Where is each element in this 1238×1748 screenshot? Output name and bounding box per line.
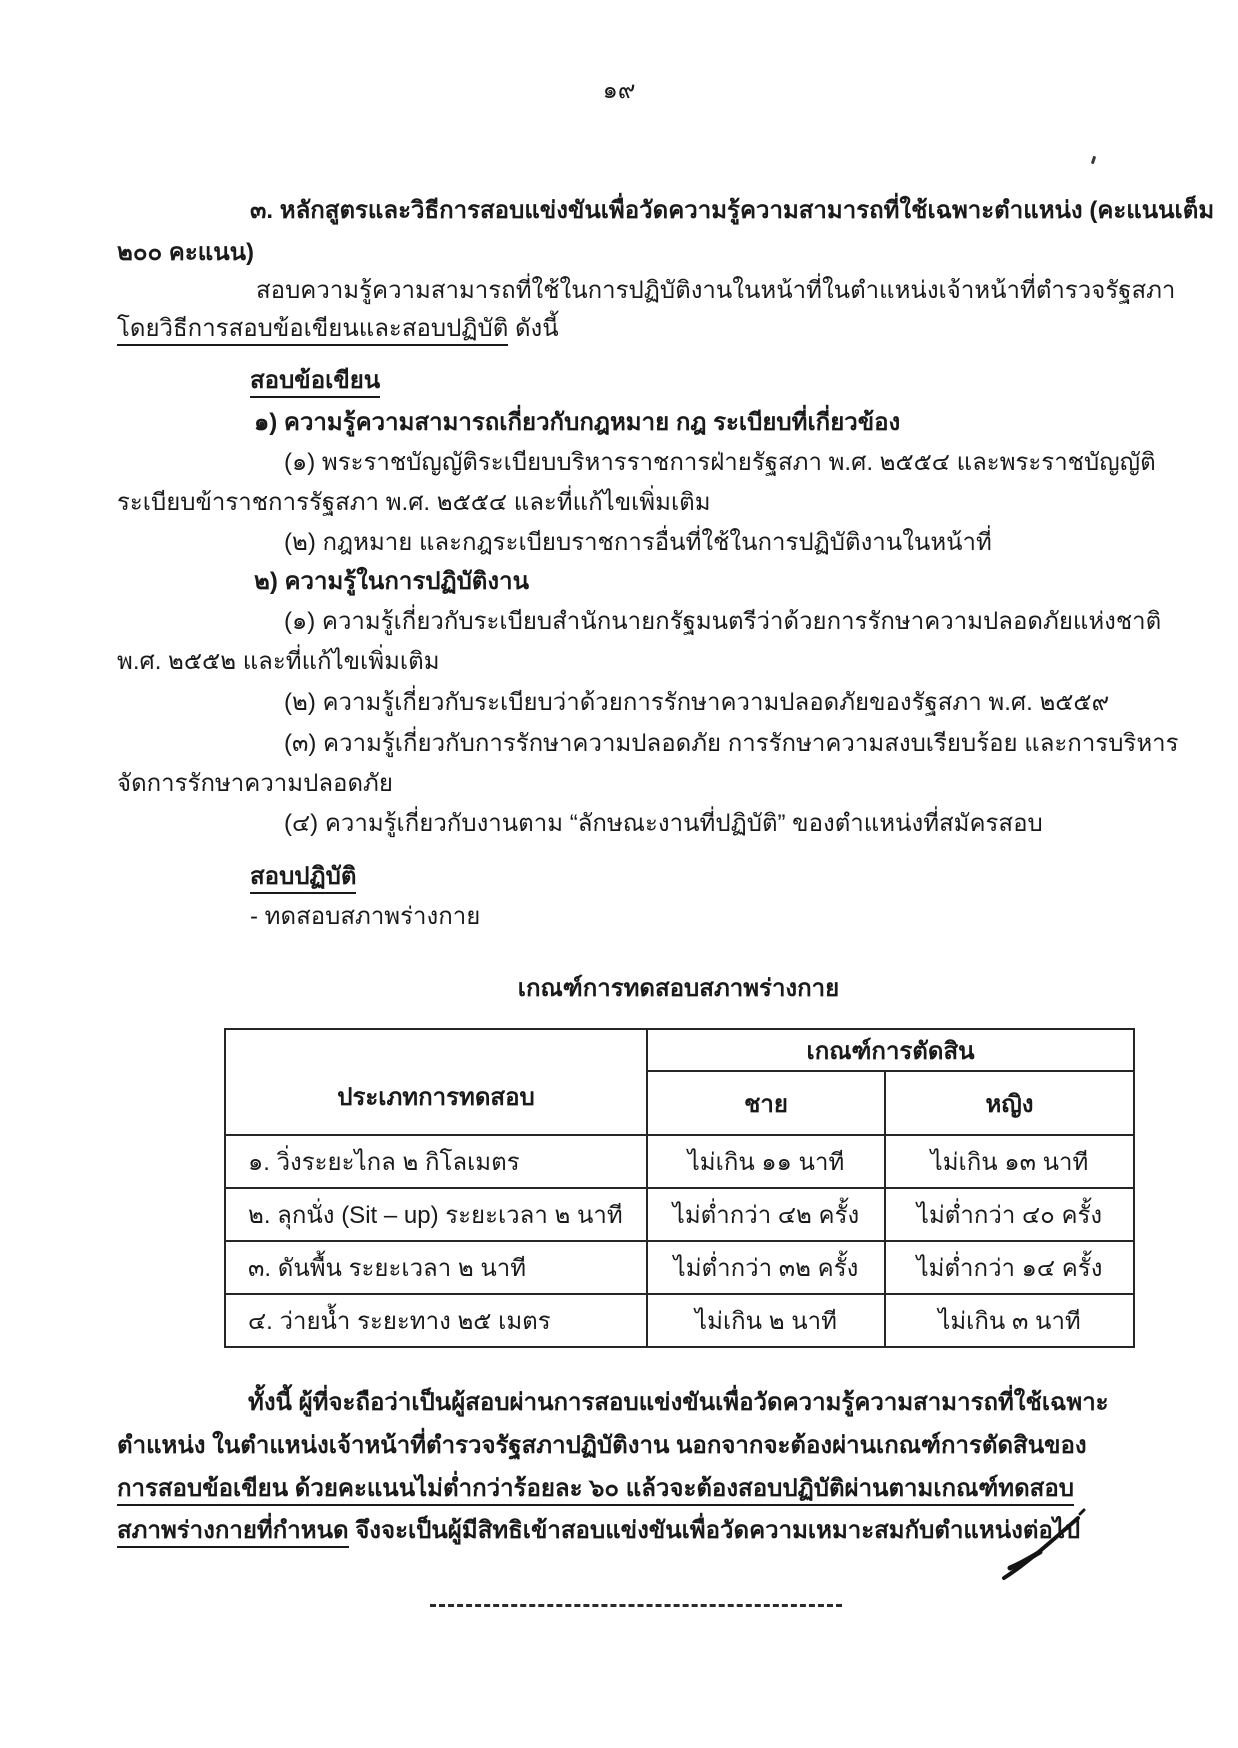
male-value-cell: ไม่เกิน ๒ นาที [647, 1294, 885, 1347]
female-value-cell: ไม่เกิน ๑๓ นาที [885, 1135, 1134, 1188]
pen-flourish-icon [998, 1502, 1093, 1587]
table-row [225, 1294, 1134, 1347]
written-item1-title: ๑) ความรู้ความสามารถเกี่ยวกับกฎหมาย กฎ ระเบียบที่เกี่ยวข้อง [254, 409, 901, 436]
closing-line4-underlined: สภาพร่างกายที่กำหนด [117, 1517, 349, 1548]
written-item2-sub1-line1: (๑) ความรู้เกี่ยวกับระเบียบสำนักนายกรัฐมนตรีว่าด้วยการรักษาความปลอดภัยแห่งชาติ [284, 608, 1162, 635]
intro-line2-rest: ดังนี้ [508, 315, 559, 342]
table-header-row-1 [225, 1029, 1134, 1071]
written-item2-sub3-line2: จัดการรักษาความปลอดภัย [117, 770, 393, 797]
section-heading-line2: ๒๐๐ คะแนน) [117, 239, 255, 266]
written-item2-sub4: (๔) ความรู้เกี่ยวกับงานตาม “ลักษณะงานที่ปฏิบัติ” ของตำแหน่งที่สมัครสอบ [284, 810, 1043, 837]
written-item2-sub1-line2: พ.ศ. ๒๕๕๒ และที่แก้ไขเพิ่มเติม [117, 648, 440, 675]
male-value-cell: ไม่ต่ำกว่า ๔๒ ครั้ง [647, 1188, 885, 1241]
page-number: ๑๙ [602, 77, 636, 104]
test-name-cell: ๔. ว่ายน้ำ ระยะทาง ๒๕ เมตร [225, 1294, 647, 1347]
table-row [225, 1241, 1134, 1294]
written-item1-sub1-line2: ระเบียบข้าราชการรัฐสภา พ.ศ. ๒๕๕๔ และที่แก้ไขเพิ่มเติม [117, 489, 711, 516]
col-header-female: หญิง [885, 1071, 1134, 1135]
table-row [225, 1135, 1134, 1188]
closing-line4-rest: จึงจะเป็นผู้มีสิทธิเข้าสอบแข่งขันเพื่อวัดความเหมาะสมกับตำแหน่งต่อไป [348, 1517, 1081, 1544]
intro-line1: สอบความรู้ความสามารถที่ใช้ในการปฏิบัติงานในหน้าที่ในตำแหน่งเจ้าหน้าที่ตำรวจรัฐสภา [256, 277, 1176, 304]
written-item2-title: ๒) ความรู้ในการปฏิบัติงาน [254, 568, 529, 595]
written-item1-sub1-line1: (๑) พระราชบัญญัติระเบียบบริหารราชการฝ่ายรัฐสภา พ.ศ. ๒๕๕๔ และพระราชบัญญัติ [284, 449, 1156, 476]
ink-speck [1091, 156, 1096, 165]
male-value-cell: ไม่ต่ำกว่า ๓๒ ครั้ง [647, 1241, 885, 1294]
table-title: เกณฑ์การทดสอบสภาพร่างกาย [517, 975, 840, 1002]
written-item1-sub2: (๒) กฎหมาย และกฎระเบียบราชการอื่นที่ใช้ในการปฏิบัติงานในหน้าที่ [284, 529, 992, 556]
section-heading-line1: ๓. หลักสูตรและวิธีการสอบแข่งขันเพื่อวัดความรู้ความสามารถที่ใช้เฉพาะตำแหน่ง (คะแนนเต็ม [250, 197, 1215, 224]
test-name-cell: ๑. วิ่งระยะไกล ๒ กิโลเมตร [225, 1135, 647, 1188]
female-value-cell: ไม่ต่ำกว่า ๑๔ ครั้ง [885, 1241, 1134, 1294]
closing-line1: ทั้งนี้ ผู้ที่จะถือว่าเป็นผู้สอบผ่านการสอบแข่งขันเพื่อวัดความรู้ความสามารถที่ใช้เฉพาะ [248, 1389, 1109, 1416]
col-header-male: ชาย [647, 1071, 885, 1135]
dashed-line-divider [430, 1604, 842, 1607]
intro-line2-underlined: โดยวิธีการสอบข้อเขียนและสอบปฏิบัติ [117, 315, 508, 346]
physical-test-table [224, 1028, 1135, 1348]
col-header-criteria: เกณฑ์การตัดสิน [647, 1029, 1134, 1071]
closing-line3 [117, 1474, 1074, 1504]
closing-line3-underlined: การสอบข้อเขียน ด้วยคะแนนไม่ต่ำกว่าร้อยละ ๖๐ แล้วจะต้องสอบปฏิบัติผ่านตามเกณฑ์ทดสอบ [117, 1475, 1074, 1506]
written-exam-title-text: สอบข้อเขียน [250, 367, 380, 398]
female-value-cell: ไม่ต่ำกว่า ๔๐ ครั้ง [885, 1188, 1134, 1241]
written-item2-sub3-line1: (๓) ความรู้เกี่ยวกับการรักษาความปลอดภัย การรักษาความสงบเรียบร้อย และการบริหาร [284, 730, 1179, 757]
closing-line2: ตำแหน่ง ในตำแหน่งเจ้าหน้าที่ตำรวจรัฐสภาปฏิบัติงาน นอกจากจะต้องผ่านเกณฑ์การตัดสินของ [117, 1432, 1087, 1459]
test-name-cell: ๒. ลุกนั่ง (Sit – up) ระยะเวลา ๒ นาที [225, 1188, 647, 1241]
col-header-test-type: ประเภทการทดสอบ [225, 1029, 647, 1135]
written-item2-sub2: (๒) ความรู้เกี่ยวกับระเบียบว่าด้วยการรักษาความปลอดภัยของรัฐสภา พ.ศ. ๒๕๕๙ [284, 689, 1110, 716]
closing-line4 [117, 1516, 1080, 1546]
female-value-cell: ไม่เกิน ๓ นาที [885, 1294, 1134, 1347]
intro-line2 [117, 314, 559, 344]
practical-exam-item: - ทดสอบสภาพร่างกาย [250, 903, 481, 930]
test-name-cell: ๓. ดันพื้น ระยะเวลา ๒ นาที [225, 1241, 647, 1294]
written-exam-title [250, 366, 380, 396]
male-value-cell: ไม่เกิน ๑๑ นาที [647, 1135, 885, 1188]
practical-exam-title-text: สอบปฏิบัติ [250, 863, 356, 894]
table-row [225, 1188, 1134, 1241]
practical-exam-title [250, 862, 356, 892]
